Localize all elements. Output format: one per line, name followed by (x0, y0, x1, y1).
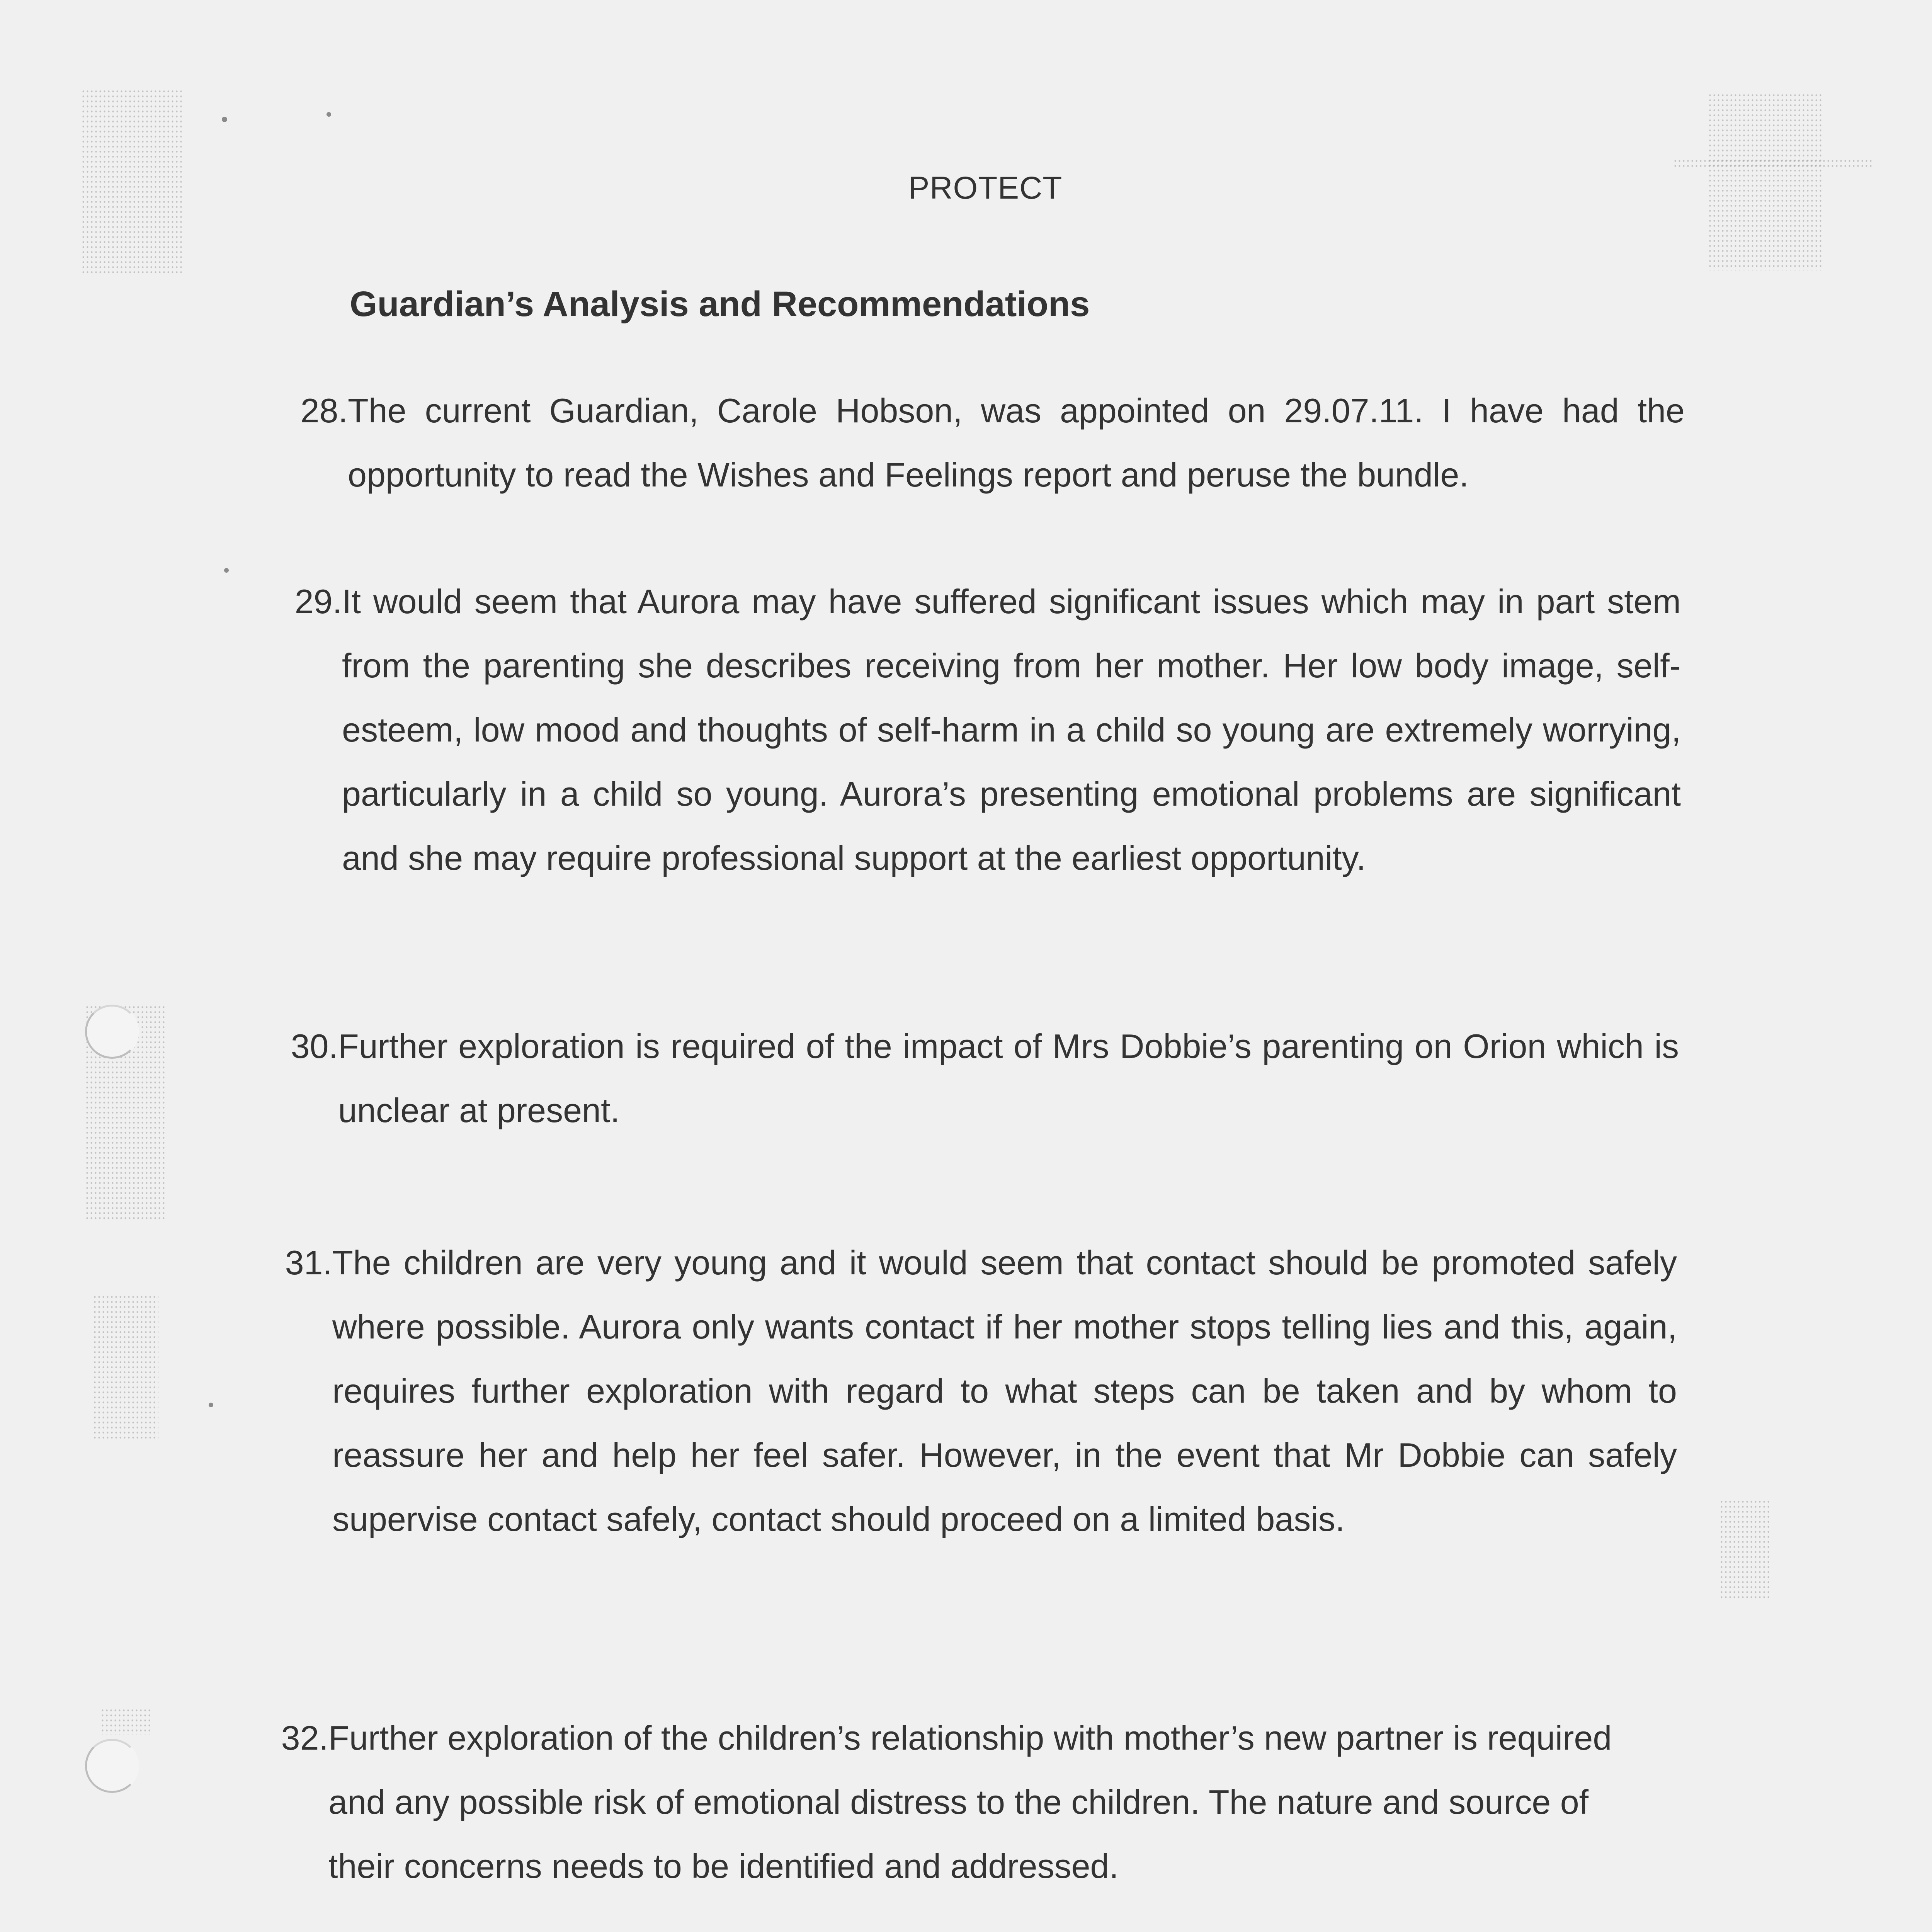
paragraph-text: Further exploration is required of the impact of Mrs Dobbie’s parenting on Orion which is unclear at present. (338, 1027, 1679, 1129)
scan-speck (209, 1403, 213, 1407)
paragraph-30 (291, 1014, 1679, 1143)
paragraph-text: The children are very young and it would seem that contact should be promoted safely where possible. Aurora only wants contact if her mother stops telling lies and this, again, requires further exploration with regard to what steps can be taken and by whom to reassure her and help her feel safer. However, in the event that Mr Dobbie can safely supervise contact safely, contact should proceed on a limited basis. (332, 1243, 1677, 1538)
paragraph-number: 31. (285, 1243, 332, 1282)
scan-noise-right-mid (1719, 1499, 1770, 1600)
scan-speck (224, 568, 229, 573)
scan-noise-left-hole (100, 1708, 151, 1735)
paragraph-number: 30. (291, 1027, 338, 1065)
paragraph-29 (294, 570, 1681, 890)
paragraph-number: 32. (281, 1719, 328, 1757)
paragraph-text: Further exploration of the children’s relationship with mother’s new partner is required and any possible risk of emotional distress to the children. The nature and source of their concerns needs to be identified and addressed. (328, 1719, 1612, 1885)
scan-noise-left-lower (93, 1294, 158, 1441)
scan-speck (222, 117, 227, 122)
punch-hole-upper (85, 1005, 139, 1059)
paragraph-32 (281, 1706, 1619, 1898)
section-heading: Guardian’s Analysis and Recommendations (350, 284, 1090, 324)
paragraph-number: 29. (294, 582, 342, 621)
paragraph-number: 28. (300, 391, 348, 430)
protective-marking: PROTECT (908, 170, 1063, 206)
paragraph-28 (300, 379, 1685, 507)
paragraph-text: It would seem that Aurora may have suffered significant issues which may in part stem from the parenting she describes receiving from her mother. Her low body image, self-esteem, low mood and thoughts of self-harm in a child so young are extremely worrying, particularly in a child so young. Aurora’s presenting emotional problems are significant and she may require professional support at the earliest opportunity. (342, 582, 1681, 877)
paragraph-31 (285, 1231, 1677, 1551)
paragraph-text: The current Guardian, Carole Hobson, was appointed on 29.07.11. I have had the opportunity to read the Wishes and Feelings report and peruse the bundle. (348, 391, 1685, 494)
scan-noise-top-right-bar (1673, 158, 1874, 170)
punch-hole-lower (85, 1739, 139, 1793)
scan-speck (327, 112, 331, 117)
